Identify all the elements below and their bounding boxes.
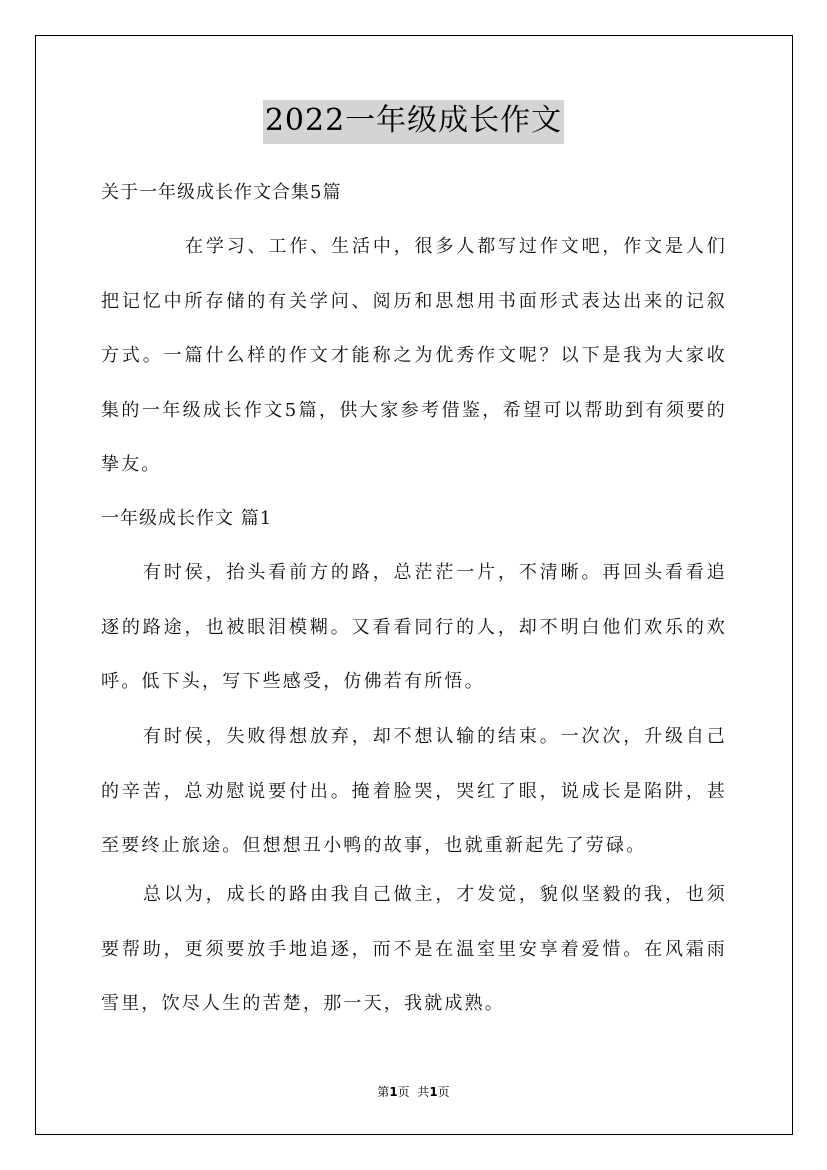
document-title: 2022一年级成长作文 xyxy=(263,100,564,144)
body-paragraph-2: 有时侯，失败得想放弃，却不想认输的结束。一次次，升级自己的辛苦，总劝慰说要付出。掩着脸哭，哭红了眼，说成长是陷阱，甚至要终止旅途。但想想丑小鸭的故事，也就重新起先了劳碌。 xyxy=(101,726,727,856)
intro-paragraph: 在学习、工作、生活中，很多人都写过作文吧，作文是人们把记忆中所存储的有关学问、阅历和思想用书面形式表达出来的记叙方式。一篇什么样的作文才能称之为优秀作文呢？以下是我为大家收集的一年级成长作文5篇，供大家参考借鉴，希望可以帮助到有须要的挚友。 xyxy=(101,236,727,475)
footer-prefix: 第 xyxy=(377,1085,390,1099)
title-container xyxy=(0,100,827,144)
body-paragraph-1: 有时侯，抬头看前方的路，总茫茫一片，不清晰。再回头看看追逐的路途，也被眼泪模糊。又看看同行的人，却不明白他们欢乐的欢呼。低下头，写下些感受，仿佛若有所悟。 xyxy=(101,562,727,692)
page-footer xyxy=(0,1083,827,1100)
document-subtitle: 关于一年级成长作文合集5篇 xyxy=(101,182,342,203)
footer-current-page: 1 xyxy=(389,1085,398,1099)
body-paragraph-3: 总以为，成长的路由我自己做主，才发觉，貌似坚毅的我，也须要帮助，更须要放手地追逐，而不是在温室里安享着爱惜。在风霜雨雪里，饮尽人生的苦楚，那一天，我就成熟。 xyxy=(101,884,727,1014)
footer-suffix: 页 xyxy=(437,1085,450,1099)
footer-total-pages: 1 xyxy=(429,1085,438,1099)
section-heading: 一年级成长作文 篇1 xyxy=(101,508,273,529)
footer-mid: 页 共 xyxy=(397,1085,430,1099)
